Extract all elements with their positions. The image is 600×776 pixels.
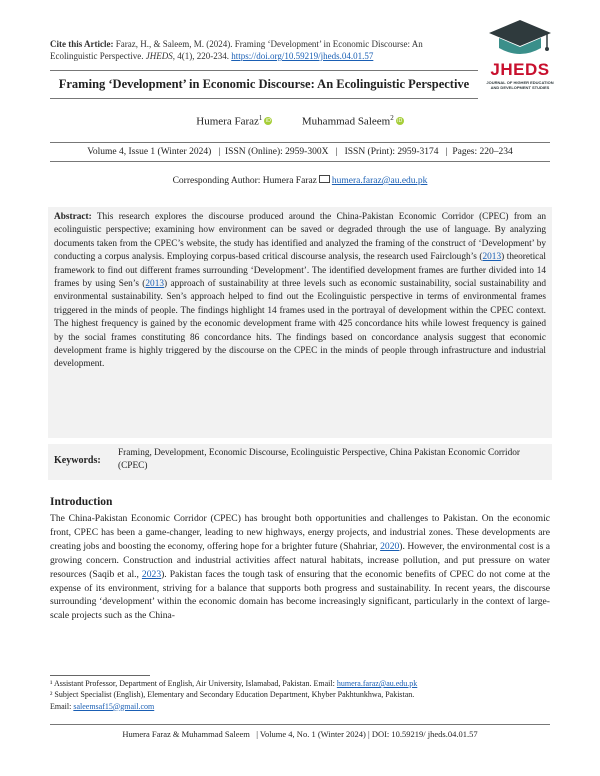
- citation: [50, 38, 450, 62]
- title-rule-bottom: [50, 98, 478, 99]
- logo-subtitle-1: JOURNAL OF HIGHER EDUCATION: [486, 80, 554, 85]
- footnote-2: ² Subject Specialist (English), Elementary and Secondary Education Department, Khyber Pakhtunkhwa, Pakistan.: [50, 690, 415, 700]
- footnote-text: ¹ Assistant Professor, Department of English, Air University, Islamabad, Pakistan. Email:: [50, 679, 337, 688]
- footnote-2-email-line: [50, 701, 550, 712]
- mail-icon: [319, 175, 330, 183]
- intro-text: The China-Pakistan Economic Corridor (CPEC) has brought both opportunities and challenges to Pakistan. On the economic front, CPEC has been a game-changer, leading to new highways, energy projects, and industrial zones. These developments are creating jobs and boosting the economy, offering hope for a brighter future (Shahriar,: [50, 513, 550, 552]
- abstract-label: Abstract:: [54, 212, 92, 222]
- volume-info: Volume 4, Issue 1 (Winter 2024) | ISSN (Online): 2959-300X | ISSN (Print): 2959-3174 | Pages: 220–234: [87, 147, 513, 157]
- footer-rule: [50, 724, 550, 725]
- citation-volume: , 4(1), 220-234.: [172, 51, 229, 61]
- author-name: Humera Faraz: [196, 115, 259, 128]
- corresponding-label: Corresponding Author: Humera Faraz: [172, 176, 317, 186]
- ref-link[interactable]: 2013: [145, 279, 164, 290]
- footnote-email[interactable]: humera.faraz@au.edu.pk: [336, 679, 418, 688]
- paper-title: Framing ‘Development’ in Economic Discourse: An Ecolinguistic Perspective: [58, 77, 470, 91]
- volume-rule-bottom: [50, 161, 550, 162]
- orcid-icon[interactable]: iD: [397, 117, 403, 124]
- jheds-logo: [485, 18, 555, 100]
- author-sup: 1: [258, 114, 263, 122]
- keywords-label: Keywords:: [54, 455, 101, 466]
- intro-text: ). Pakistan faces the tough task of ensuring that the economic benefits of CPEC do not come at the expense of its environment, striving for a balance that supports both progress and sustainability. In recent years, the discourse surrounding ‘development’ within the economic domain has become increasingly significant, particularly in the context of large-scale projects such as the China-: [50, 568, 550, 622]
- page-footer: Humera Faraz & Muhammad Saleem | Volume 4, No. 1 (Winter 2024) | DOI: 10.59219/ jheds.04.01.57: [122, 729, 478, 739]
- abstract-text: ) approach of sustainability at three levels such as economic sustainability, social sustainability and environmental sustainability. Sen’s approach helped to find out the Ecolinguistic perspective in terms of environmental frames triggered in the minds of people. The findings highlight 14 frames used in the portrayal of development within the CPEC context. The highest frequency is gained by the economic development frame with 425 concordance hits while lowest frequency is gained by the social frames constituting 86 concordance hits. The findings based on concordance analysis suggest that economic development frame is highly triggered by the discourse on the CPEC in the minds of people through infrastructure and industrial development.: [54, 279, 546, 370]
- section-heading: Introduction: [50, 496, 113, 508]
- corresponding-email[interactable]: humera.faraz@au.edu.pk: [331, 176, 428, 186]
- ref-link[interactable]: 2020: [380, 540, 400, 552]
- keywords-text: Framing, Development, Economic Discourse, Ecolinguistic Perspective, China Pakistan Economic Corridor (CPEC): [118, 448, 521, 471]
- ref-link[interactable]: 2013: [482, 252, 502, 263]
- intro-paragraph: [50, 512, 550, 623]
- logo-subtitle-2: AND DEVELOPMENT STUDIES: [490, 85, 550, 90]
- citation-journal: JHEDS: [145, 51, 173, 61]
- abstract-text: This research explores the discourse produced around the China-Pakistan Economic Corridor (CPEC) from an ecolinguistic perspective; examining how environment can be saved or degraded through the use of language. By analyzing documents taken from the CPEC’s website, the study has identified and analyzed the framing of the construct of ‘Development’ by conducting a corpus analysis. Employing corpus-based critical discourse analysis, the research used Fairclough’s (: [54, 212, 546, 263]
- intro-text: ). However, the environmental cost is a growing concern. Construction and industrial activities affect natural habitats, increase pollution, and put pressure on water resources (Saqib et al.,: [50, 540, 551, 580]
- abstract: [54, 211, 546, 372]
- orcid-icon[interactable]: iD: [265, 117, 272, 124]
- title-rule-top: [50, 70, 478, 71]
- abstract-text: ) theoretical framework to find out different frames surrounding ‘Development’. The identified development frames are further divided into 14 frames by using Sen’s (: [54, 252, 546, 290]
- authors: [50, 114, 550, 128]
- ref-link[interactable]: 2023: [141, 568, 162, 580]
- logo-name: JHEDS: [490, 60, 550, 79]
- footnote-rule: [50, 675, 150, 676]
- footnote-1: [50, 678, 550, 689]
- volume-rule-top: [50, 142, 550, 143]
- citation-label: Cite this Article:: [50, 39, 114, 49]
- footnote-email[interactable]: saleemsaf15@gmail.com: [73, 701, 155, 711]
- corresponding-author: [50, 175, 550, 186]
- author-name: Muhammad Saleem: [301, 115, 391, 128]
- logo-subtitle: [485, 80, 555, 90]
- citation-text-2: Ecolinguistic Perspective.: [50, 51, 144, 61]
- footnote-email-label: Email:: [50, 701, 74, 711]
- footnotes: [50, 678, 550, 712]
- doi-link[interactable]: https://doi.org/10.59219/jheds.04.01.57: [231, 51, 374, 61]
- author-sup: 2: [390, 114, 394, 122]
- citation-text: Faraz, H., & Saleem, M. (2024). Framing ‘Development’ in Economic Discourse: An: [115, 39, 423, 49]
